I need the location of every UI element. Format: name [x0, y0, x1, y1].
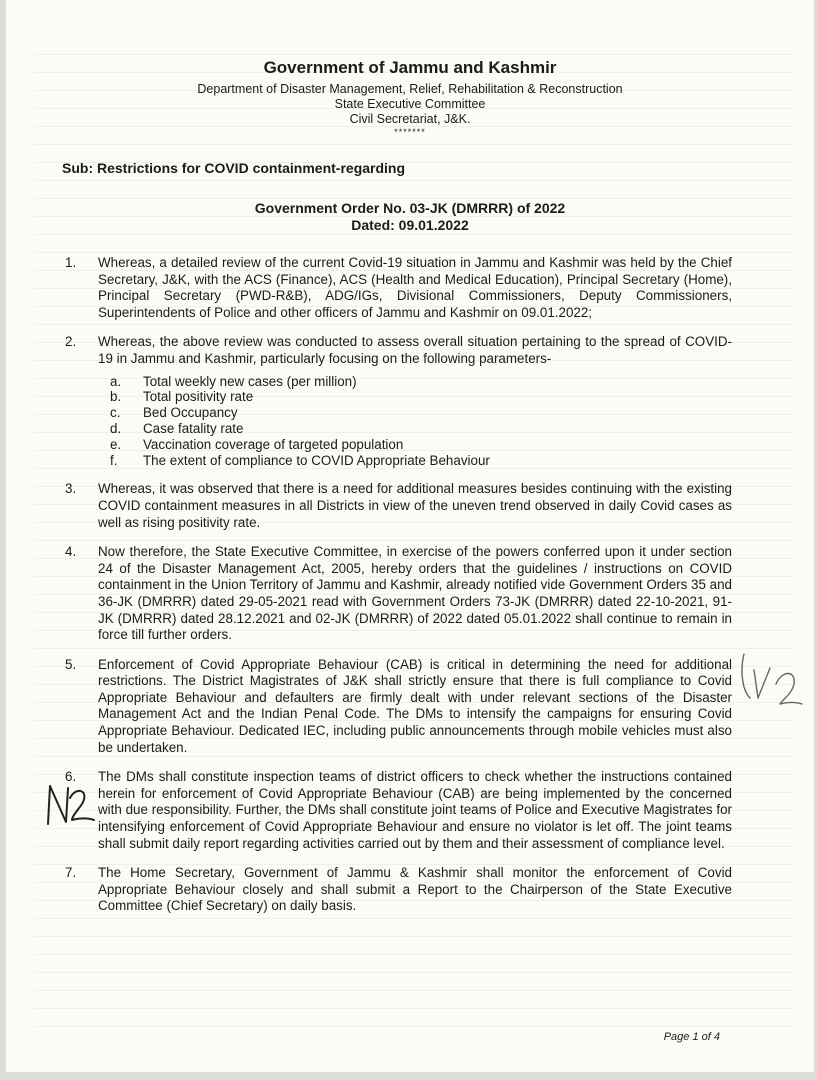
- list-item: e. Vaccination coverage of targeted population: [110, 436, 404, 452]
- document-page: [6, 0, 814, 1072]
- paragraph-2: [62, 334, 732, 468]
- government-title: Government of Jammu and Kashmir: [263, 58, 557, 77]
- paragraph-number: 2.: [65, 334, 77, 350]
- paragraph-number: 7.: [65, 865, 77, 881]
- paragraph-number: 6.: [65, 769, 77, 785]
- department-name: Department of Disaster Management, Relief, Rehabilitation & Reconstruction: [197, 82, 623, 96]
- subject-line: Sub: Restrictions for COVID containment-regarding: [62, 160, 406, 176]
- paragraph-text: Now therefore, the State Executive Committee, in exercise of the powers conferred upon it under section 24 of the Disaster Management Act, 2005, hereby orders that the guidelines / instructions on COVID containment in the Union Territory of Jammu and Kashmir, already notified vide Government Orders 35 and 36-JK (DMRRR) dated 29-05-2021 read with Government Orders 73-JK (DMRRR) dated 22-10-2021, 91-JK (DMRRR) dated 28.12.2021 and 02-JK (DMRRR) of 2022 dated 05.01.2022 shall continue to remain in force till further orders.: [98, 544, 732, 643]
- paragraph-7: [62, 865, 732, 915]
- paragraph-number: 1.: [65, 255, 77, 270]
- list-item: c. Bed Occupancy: [110, 405, 238, 421]
- paragraph-number: 5.: [65, 656, 77, 672]
- order-heading: [6, 200, 814, 234]
- paragraph-text: Whereas, a detailed review of the current Covid-19 situation in Jammu and Kashmir was held by the Chief Secretary, J&K, with the ACS (Finance), ACS (Health and Medical Education), Principal Secretary (Home), Principal Secretary (PWD-R&B), ADG/IGs, Divisional Commissioners, Deputy Commissioners, Superintendents of Police and other officers of Jammu and Kashmir on 09.01.2022;: [98, 255, 732, 320]
- list-item: f. The extent of compliance to COVID Appropriate Behaviour: [110, 452, 490, 468]
- handwritten-initials-right: [736, 640, 808, 710]
- paragraph-number: 4.: [65, 544, 77, 560]
- office-location: Civil Secretariat, J&K.: [349, 112, 471, 126]
- paragraph-1: [62, 255, 732, 321]
- handwritten-initials-left: [42, 780, 98, 832]
- paragraph-text: The DMs shall constitute inspection teams of district officers to check whether the instructions contained herein for enforcement of Covid Appropriate Behaviour (CAB) are being implemented by the concerned with due responsibility. Further, the DMs shall constitute joint teams of Police and Executive Magistrates for intensifying enforcement of Covid Appropriate Behaviour and ensure no violator is let off. The joint teams shall submit daily report regarding activities carried out by them and their assessment of compliance level.: [98, 769, 732, 851]
- paragraph-4: [62, 544, 732, 644]
- committee-name: State Executive Committee: [334, 97, 486, 111]
- paragraph-3: [62, 481, 732, 531]
- separator-stars: *******: [394, 127, 426, 137]
- paragraph-text: Enforcement of Covid Appropriate Behaviour (CAB) is critical in determining the need for additional restrictions. The District Magistrates of J&K shall strictly ensure that there is full compliance to Covid Appropriate Behaviour and defaulters are firmly dealt with under relevant sections of the Disaster Management Act and the Indian Penal Code. The DMs to intensify the campaigns for ensuring Covid Appropriate Behaviour. Dedicated IEC, including public announcements through mobile vehicles must also be undertaken.: [98, 656, 732, 755]
- paragraph-text: The Home Secretary, Government of Jammu & Kashmir shall monitor the enforcement of Covid Appropriate Behaviour closely and shall submit a Report to the Chairperson of the State Executive Committee (Chief Secretary) on daily basis.: [98, 865, 732, 914]
- paragraph-text: Whereas, the above review was conducted to assess overall situation pertaining to the spread of COVID-19 in Jammu and Kashmir, particularly focusing on the following parameters-: [98, 334, 732, 366]
- paragraph-text: Whereas, it was observed that there is a need for additional measures besides continuing with the existing COVID containment measures in all Districts in view of the uneven trend observed in daily Covid cases as well as rising positivity rate.: [98, 481, 732, 530]
- paragraph-number: 3.: [65, 481, 77, 497]
- paragraph-5: [62, 657, 732, 757]
- list-item: d. Case fatality rate: [110, 420, 244, 436]
- order-body: [62, 255, 732, 928]
- order-date: Dated: 09.01.2022: [351, 217, 469, 233]
- page-number: Page 1 of 4: [663, 1031, 720, 1043]
- list-item: b. Total positivity rate: [110, 389, 254, 405]
- paragraph-6: [62, 769, 732, 852]
- parameter-list: [98, 374, 732, 469]
- letterhead: [6, 58, 814, 137]
- order-number: Government Order No. 03-JK (DMRRR) of 2022: [254, 200, 566, 216]
- list-item: a. Total weekly new cases (per million): [110, 373, 357, 389]
